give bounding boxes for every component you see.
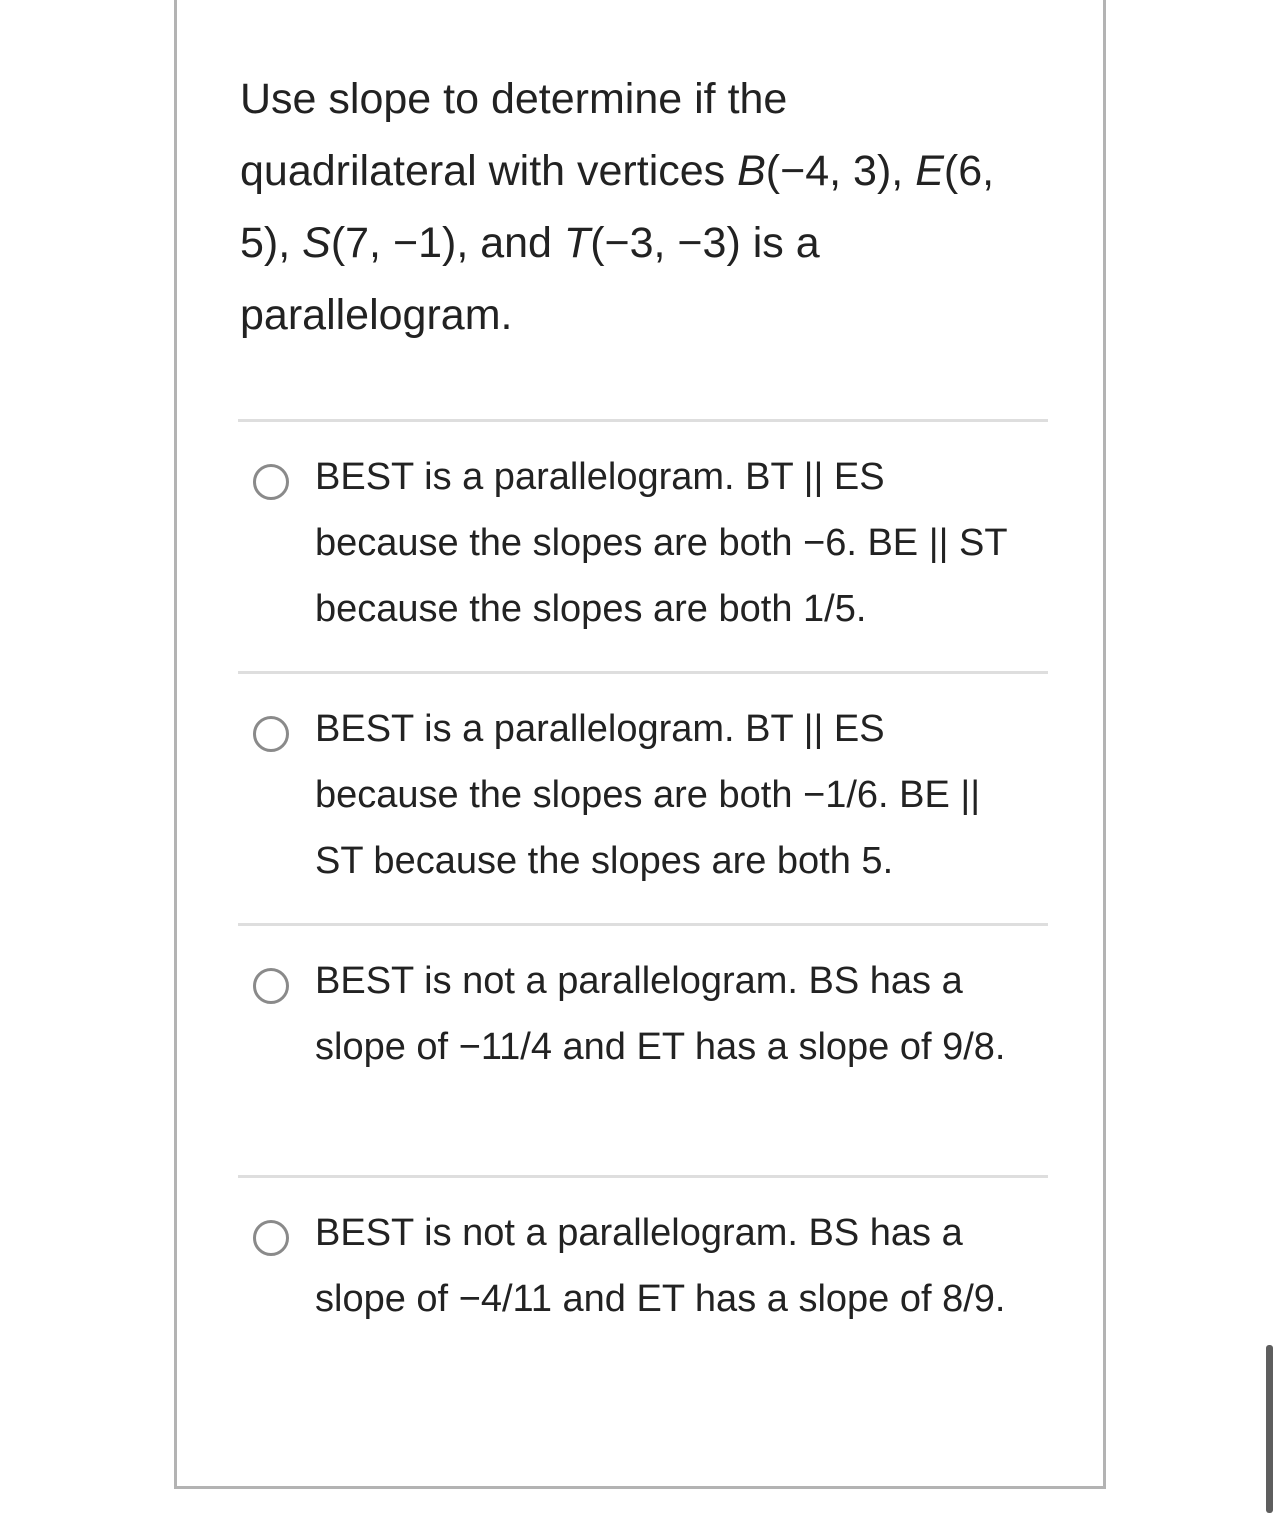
answer-options [238,419,1048,1427]
vertex-s-coords: (7, −1) [330,219,457,267]
vertex-e-coords: (6, 5) [240,147,995,267]
question-text [240,63,1020,351]
vertex-separator: , and [456,219,564,267]
vertex-e-name: E [915,147,944,195]
radio-button-2[interactable] [253,716,289,752]
scrollbar-thumb[interactable] [1266,1345,1273,1513]
answer-option-1[interactable] [238,422,1048,671]
answer-option-2-text: BEST is a parallelogram. BT || ES because the slopes are both −1/6. BE || ST because the slopes are both 5. [315,708,981,882]
radio-button-1[interactable] [253,464,289,500]
radio-button-3[interactable] [253,968,289,1004]
answer-option-4[interactable] [238,1178,1048,1427]
vertex-t-coords: (−3, −3) [590,219,741,267]
vertex-t-name: T [563,219,591,267]
question-card [174,0,1106,1489]
radio-button-4[interactable] [253,1220,289,1256]
vertex-separator: , [891,147,916,195]
answer-option-1-text: BEST is a parallelogram. BT || ES because the slopes are both −6. BE || ST because the slopes are both 1/5. [315,456,1007,630]
question-prefix: Use slope to determine if the quadrilateral with vertices [240,75,788,195]
question-suffix: is a parallelogram. [240,219,820,339]
vertex-b-name: B [737,147,766,195]
answer-option-3-text: BEST is not a parallelogram. BS has a slope of −11/4 and ET has a slope of 9/8. [315,960,1006,1068]
vertex-s-name: S [302,219,331,267]
answer-option-4-text: BEST is not a parallelogram. BS has a slope of −4/11 and ET has a slope of 8/9. [315,1212,1006,1320]
answer-option-2[interactable] [238,674,1048,923]
vertex-separator: , [278,219,303,267]
answer-option-3[interactable] [238,926,1048,1175]
vertex-b-coords: (−4, 3) [765,147,892,195]
